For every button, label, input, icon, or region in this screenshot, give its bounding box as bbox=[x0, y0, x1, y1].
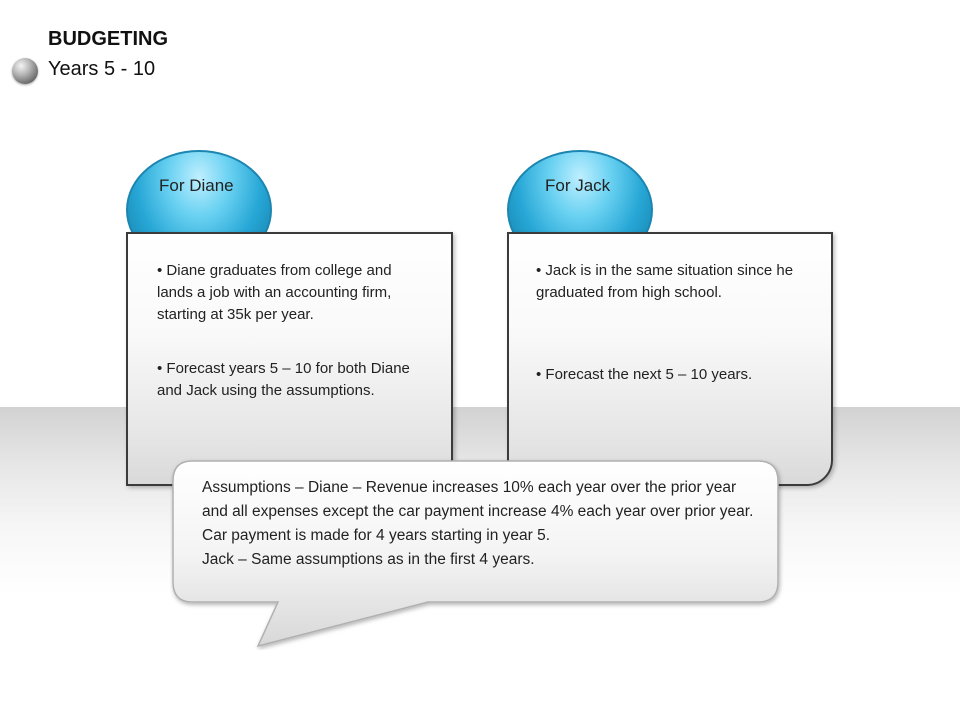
jack-bullet-1: • Jack is in the same situation since he graduated from high school. bbox=[536, 260, 811, 304]
callout-text bbox=[202, 476, 762, 572]
page-title: BUDGETING bbox=[48, 28, 168, 50]
diane-bullet-2: • Forecast years 5 – 10 for both Diane and Jack using the assumptions. bbox=[157, 358, 417, 402]
diane-bullet-1: • Diane graduates from college and lands a job with an accounting firm, starting at 35k per year. bbox=[157, 260, 427, 326]
jack-card bbox=[507, 232, 833, 486]
page-subtitle: Years 5 - 10 bbox=[48, 58, 156, 80]
callout-diane-assumptions: Assumptions – Diane – Revenue increases 10% each year over the prior year and all expenses except the car payment increase 4% each year over prior year. Car payment is made for 4 years starting in year 5. bbox=[202, 479, 754, 544]
callout-jack-assumptions: Jack – Same assumptions as in the first 4 years. bbox=[202, 551, 535, 568]
diane-tab-label: For Diane bbox=[159, 176, 234, 195]
jack-tab-label: For Jack bbox=[545, 176, 611, 195]
sphere-bullet-icon bbox=[12, 58, 38, 84]
assumptions-callout bbox=[170, 458, 784, 650]
jack-bullet-2: • Forecast the next 5 – 10 years. bbox=[536, 364, 811, 386]
diane-card bbox=[126, 232, 453, 486]
